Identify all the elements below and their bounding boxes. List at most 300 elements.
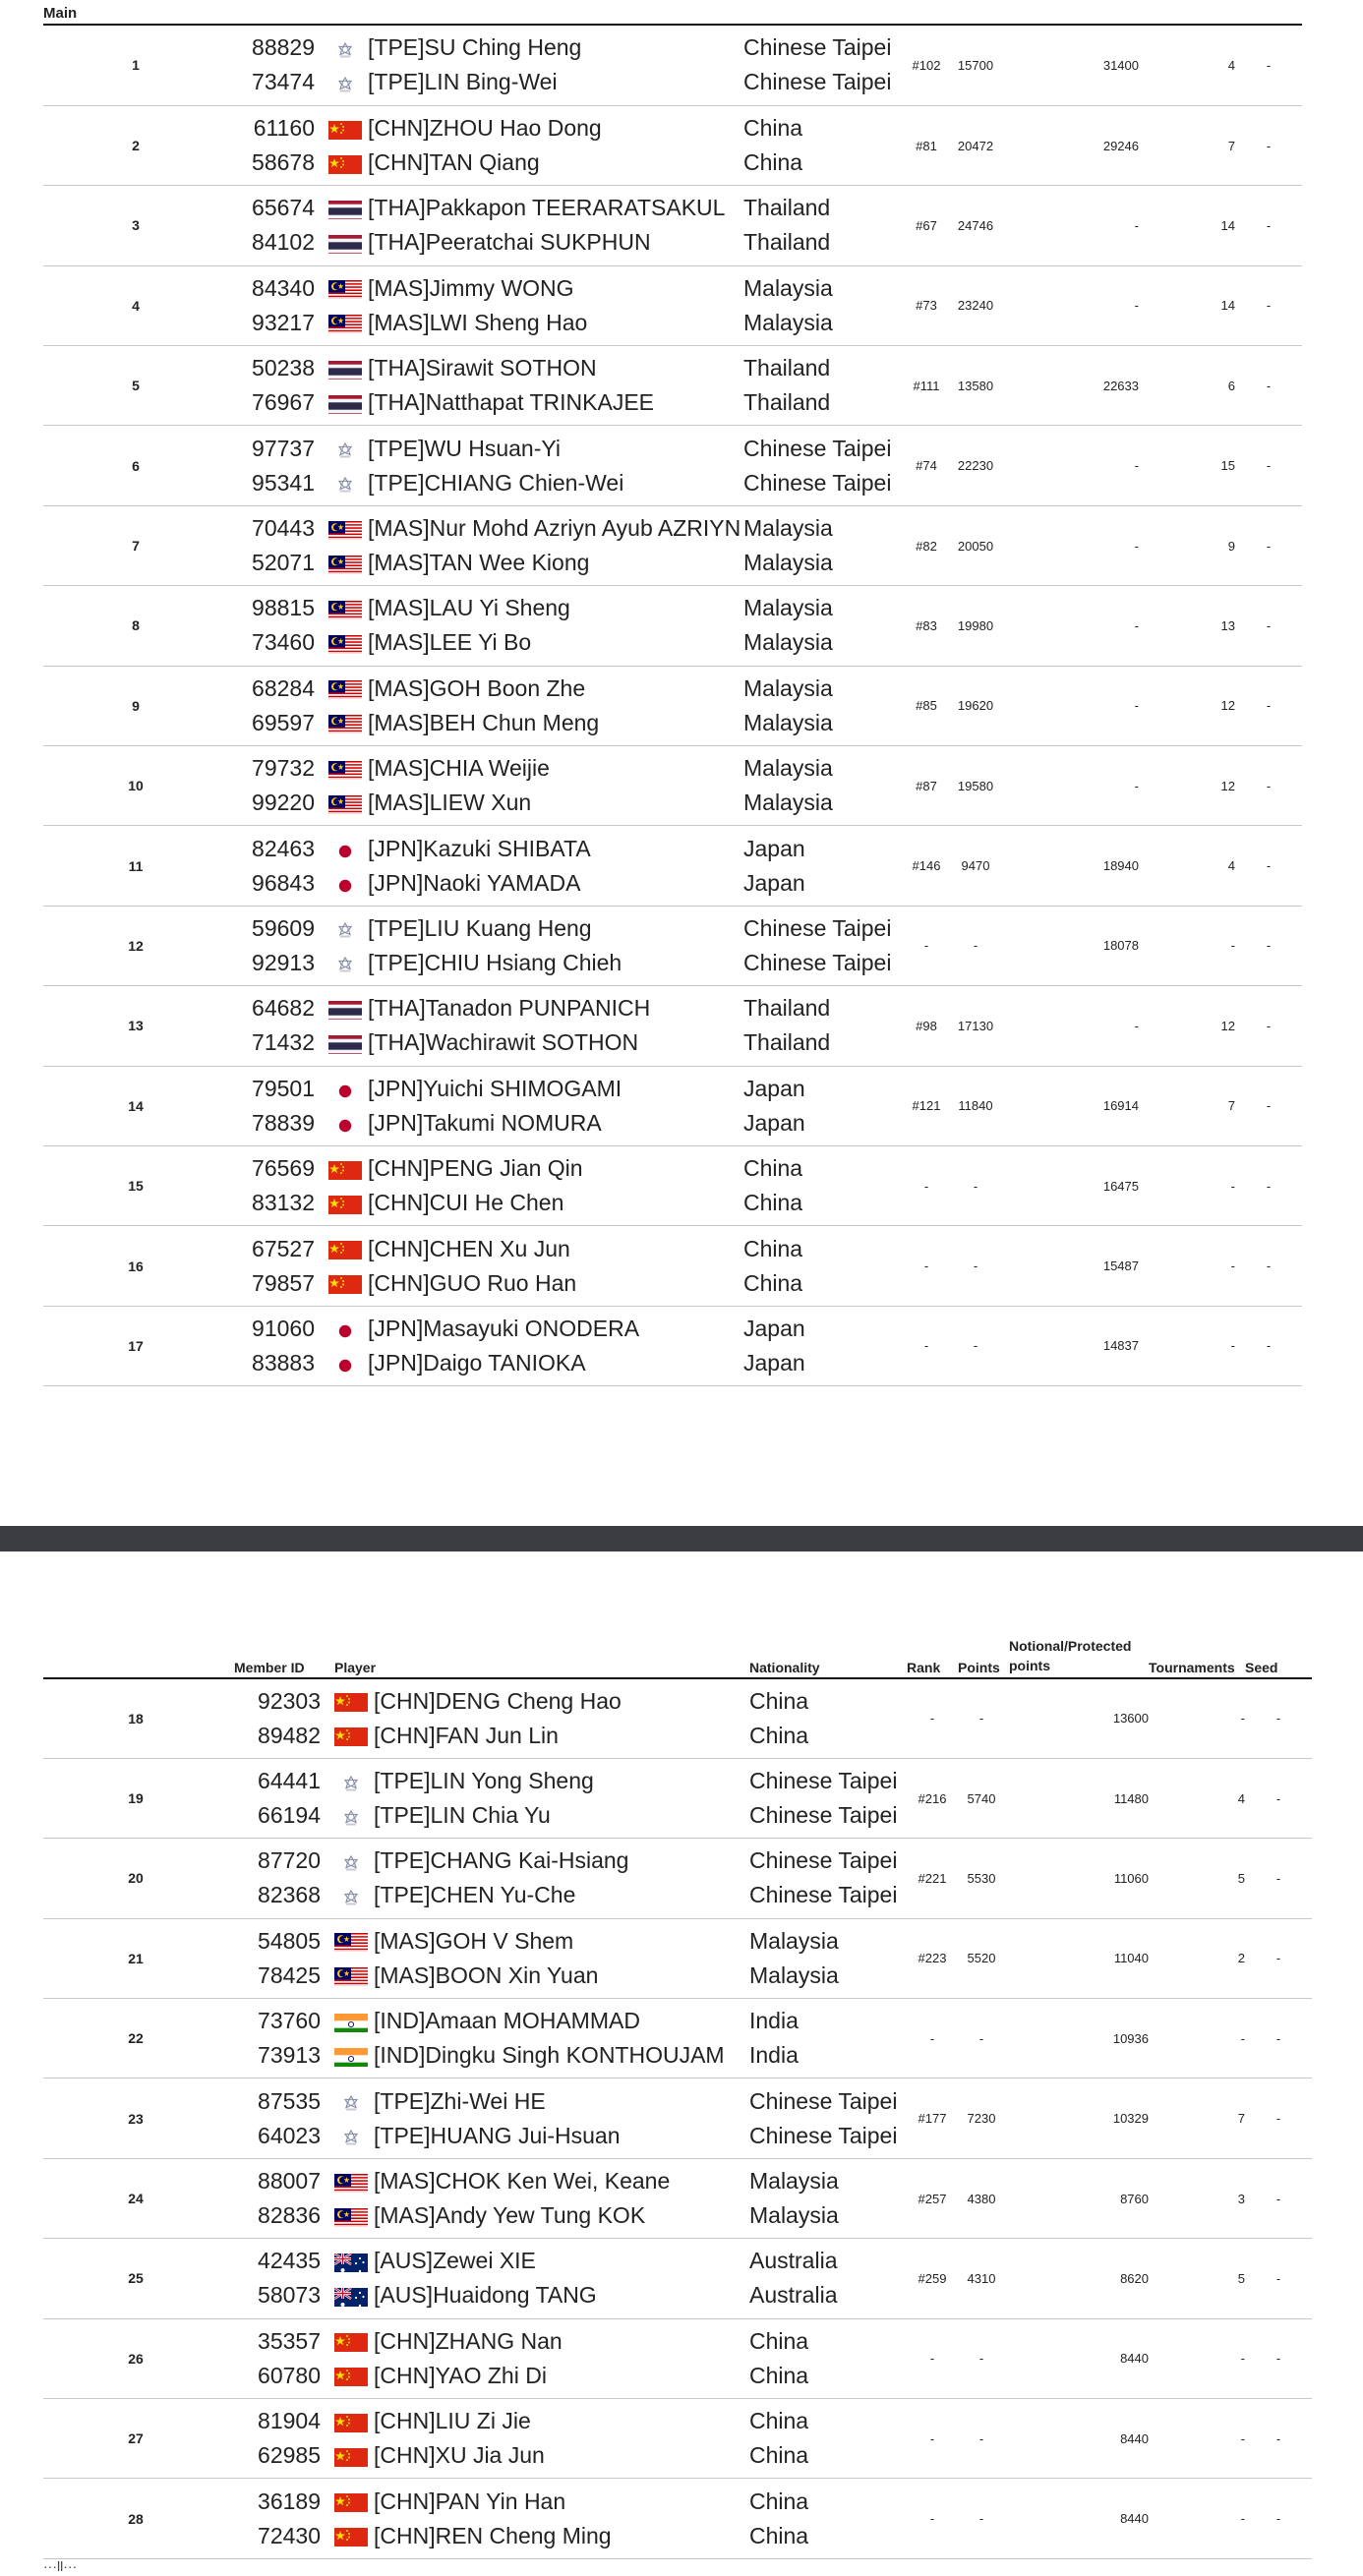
jpn-flag-icon (328, 1317, 362, 1339)
points: 5530 (967, 1870, 996, 1886)
seed: - (1275, 2430, 1281, 2446)
entry-number: 5 (132, 378, 140, 394)
chn-flag-icon (334, 2525, 368, 2547)
spacer-cell (315, 1306, 328, 1385)
player-name-link[interactable]: [JPN]Daigo TANIOKA (368, 1349, 586, 1376)
player-name-link[interactable]: [TPE]CHIANG Chien-Wei (368, 469, 624, 496)
player-name-link[interactable]: [IND]Dingku Singh KONTHOUJAM (374, 2042, 725, 2069)
player-line (328, 911, 743, 946)
player-name-link[interactable]: [MAS]Jimmy WONG (368, 274, 574, 301)
points: 15700 (957, 57, 994, 73)
member-id-cell (228, 2239, 321, 2318)
player-line (334, 2278, 749, 2313)
mas-flag-icon (334, 1930, 368, 1952)
player-name-link[interactable]: [MAS]CHOK Ken Wei, Keane (374, 2168, 671, 2195)
nationality: Japan (743, 1349, 805, 1376)
seed: - (1266, 617, 1272, 633)
table-row (43, 265, 1302, 345)
player-name-link[interactable]: [MAS]LEE Yi Bo (368, 629, 532, 656)
player-name-link[interactable]: [MAS]CHIA Weijie (368, 755, 550, 782)
member-id: 73474 (252, 69, 315, 95)
member-id-cell (228, 1758, 321, 1838)
nationality: Malaysia (749, 1961, 839, 1988)
tpe-flag-icon (334, 1805, 368, 1827)
entry-number: 22 (128, 2030, 144, 2047)
nationality: Malaysia (743, 755, 833, 782)
nationality-cell (749, 2318, 907, 2398)
player-name-link[interactable]: [CHN]REN Cheng Ming (374, 2522, 612, 2548)
tournaments-count: - (1230, 1259, 1235, 1274)
player-name-link[interactable]: [CHN]PENG Jian Qin (368, 1155, 583, 1182)
member-id: 54805 (258, 1927, 321, 1954)
member-id: 84102 (252, 229, 315, 256)
seed: - (1266, 698, 1272, 714)
notional-points: 18078 (1102, 938, 1139, 954)
player-line (334, 2084, 749, 2119)
rank: - (923, 1338, 929, 1354)
table-row (43, 1066, 1302, 1145)
chn-flag-icon (328, 118, 362, 140)
rank: - (929, 2511, 935, 2527)
rank: #81 (916, 138, 937, 153)
entry-number: 28 (128, 2510, 144, 2527)
member-id: 87720 (258, 1847, 321, 1874)
player-line (334, 2038, 749, 2073)
points: - (978, 1711, 984, 1727)
entries-table-top (43, 26, 1302, 1386)
nationality: China (743, 115, 803, 142)
entry-number: 10 (128, 778, 144, 794)
member-id: 88829 (252, 34, 315, 61)
tournaments-count: 5 (1237, 2270, 1245, 2286)
player-name-link[interactable]: [CHN]ZHANG Nan (374, 2327, 563, 2354)
nationality-cell (743, 746, 901, 826)
player-cell (334, 1839, 749, 1918)
notional-points: 8760 (1120, 2191, 1149, 2206)
player-line (328, 1346, 743, 1380)
player-line (328, 832, 743, 866)
player-name-link[interactable]: [TPE]LIN Chia Yu (374, 1802, 551, 1829)
points: - (978, 2030, 984, 2046)
player-name-link[interactable]: [THA]Wachirawit SOTHON (368, 1029, 639, 1056)
member-id: 83883 (252, 1349, 315, 1376)
member-id-cell (228, 1306, 315, 1385)
member-id: 78839 (252, 1109, 315, 1136)
entry-number: 4 (132, 297, 140, 314)
spacer-cell (315, 505, 328, 585)
entry-number: 13 (128, 1018, 144, 1034)
nationality: Australia (749, 2282, 838, 2309)
player-name-link[interactable]: [CHN]XU Jia Jun (374, 2442, 545, 2469)
mas-flag-icon (328, 632, 362, 654)
member-id-cell (228, 2399, 321, 2479)
entry-number: 19 (128, 1790, 144, 1807)
member-id: 76967 (252, 389, 315, 416)
player-name-link[interactable]: [THA]Tanadon PUNPANICH (368, 995, 651, 1022)
player-name-link[interactable]: [TPE]LIN Bing-Wei (368, 69, 558, 95)
points: - (978, 2430, 984, 2446)
table-row (43, 1999, 1312, 2078)
table-row (43, 746, 1302, 826)
header-rank: Rank (907, 1636, 958, 1678)
member-id: 79857 (252, 1269, 315, 1296)
player-name-link[interactable]: [JPN]Masayuki ONODERA (368, 1315, 640, 1341)
player-name-link[interactable]: [THA]Sirawit SOTHON (368, 355, 597, 381)
points: 19620 (957, 698, 994, 714)
table-row (43, 2399, 1312, 2479)
points: - (973, 1338, 978, 1354)
nationality: Malaysia (743, 595, 833, 621)
seed: - (1275, 1951, 1281, 1966)
entry-number: 1 (132, 57, 140, 74)
player-name-link[interactable]: [CHN]CUI He Chen (368, 1190, 564, 1216)
nationality: China (749, 2362, 809, 2388)
table-row (43, 666, 1302, 745)
player-line (334, 1959, 749, 1993)
player-name-link[interactable]: [JPN]Takumi NOMURA (368, 1109, 602, 1136)
player-line (328, 1106, 743, 1141)
player-line (334, 1684, 749, 1719)
nationality-cell (743, 1306, 901, 1385)
nationality-cell (749, 2479, 907, 2558)
spacer-cell (315, 346, 328, 426)
nationality: Japan (743, 869, 805, 896)
seed: - (1266, 1098, 1272, 1114)
points: - (978, 2511, 984, 2527)
nationality-cell (743, 346, 901, 426)
table-row (43, 2318, 1312, 2398)
section-label: Main (43, 2, 1302, 26)
tpe-flag-icon (334, 2125, 368, 2146)
player-line (328, 786, 743, 820)
player-line (334, 1878, 749, 1912)
player-cell (334, 1999, 749, 2078)
tournaments-count: - (1240, 2030, 1245, 2046)
player-name-link[interactable]: [MAS]GOH Boon Zhe (368, 674, 586, 701)
member-id: 61160 (253, 115, 315, 142)
notional-points: - (1134, 778, 1139, 793)
player-name-link[interactable]: [CHN]ZHOU Hao Dong (368, 115, 602, 142)
tournaments-count: 2 (1237, 1951, 1245, 1966)
nationality: Japan (743, 835, 805, 861)
nationality-cell (743, 906, 901, 985)
spacer-cell (321, 1758, 334, 1838)
player-line (328, 385, 743, 420)
player-name-link[interactable]: [CHN]YAO Zhi Di (374, 2362, 547, 2388)
nationality: China (749, 2442, 809, 2469)
nationality-cell (749, 1918, 907, 1998)
player-name-link[interactable]: [MAS]GOH V Shem (374, 1927, 574, 1954)
points: 23240 (957, 298, 994, 314)
member-id: 60780 (258, 2362, 321, 2388)
player-cell (334, 2158, 749, 2238)
player-name-link[interactable]: [JPN]Naoki YAMADA (368, 869, 581, 896)
nationality-cell (749, 2239, 907, 2318)
member-id: 68284 (252, 674, 315, 701)
player-name-link[interactable]: [CHN]FAN Jun Lin (374, 1722, 559, 1748)
member-id-cell (228, 1226, 315, 1306)
player-name-link[interactable]: [MAS]LAU Yi Sheng (368, 595, 570, 621)
player-name-link[interactable]: [TPE]HUANG Jui-Hsuan (374, 2122, 621, 2148)
spacer-cell (315, 1066, 328, 1145)
rank: - (923, 1259, 929, 1274)
player-line (334, 1924, 749, 1959)
notional-points: 18940 (1102, 858, 1139, 874)
member-id: 66194 (258, 1802, 321, 1829)
player-cell (328, 1226, 743, 1306)
player-line (334, 2119, 749, 2153)
spacer-cell (321, 2158, 334, 2238)
player-line (334, 2004, 749, 2038)
spacer-cell (321, 1999, 334, 2078)
notional-points: - (1134, 1018, 1139, 1033)
nationality: Malaysia (749, 2168, 839, 2195)
notional-points: - (1134, 698, 1139, 714)
nationality: Thailand (743, 355, 831, 381)
rank: #82 (916, 538, 937, 554)
player-line (328, 65, 743, 99)
player-name-link[interactable]: [TPE]CHEN Yu-Che (374, 1882, 576, 1908)
member-id-cell (228, 2158, 321, 2238)
player-name-link[interactable]: [TPE]CHIU Hsiang Chieh (368, 949, 622, 975)
header-tournaments: Tournaments (1149, 1636, 1245, 1678)
tournaments-count: 12 (1220, 1018, 1235, 1033)
mas-flag-icon (328, 758, 362, 780)
rank: - (929, 1711, 935, 1727)
seed: - (1266, 1259, 1272, 1274)
player-name-link[interactable]: [TPE]CHANG Kai-Hsiang (374, 1847, 629, 1874)
nationality: Chinese Taipei (743, 34, 892, 61)
player-line (334, 1764, 749, 1798)
notional-points: 8440 (1120, 2430, 1149, 2446)
member-id: 50238 (252, 355, 315, 381)
player-line (334, 2438, 749, 2473)
member-id: 93217 (252, 309, 315, 335)
entry-number: 27 (128, 2430, 144, 2447)
nationality: Chinese Taipei (743, 435, 892, 461)
player-name-link[interactable]: [MAS]Nur Mohd Azriyn Ayub AZRIYN (368, 515, 741, 542)
table-row (43, 1918, 1312, 1998)
chn-flag-icon (334, 2330, 368, 2352)
player-cell (328, 986, 743, 1066)
nationality: Thailand (743, 389, 831, 416)
nationality: Chinese Taipei (743, 914, 892, 941)
player-line (328, 946, 743, 980)
player-name-link[interactable]: [TPE]WU Hsuan-Yi (368, 435, 561, 461)
player-name-link[interactable]: [MAS]LWI Sheng Hao (368, 309, 588, 335)
player-name-link[interactable]: [AUS]Huaidong TANG (374, 2282, 597, 2309)
entry-number: 26 (128, 2350, 144, 2367)
nationality-cell (743, 1226, 901, 1306)
player-name-link[interactable]: [THA]Peeratchai SUKPHUN (368, 229, 651, 256)
nationality: Chinese Taipei (743, 469, 892, 496)
member-id-cell (228, 1145, 315, 1225)
table-row (43, 1226, 1302, 1306)
chn-flag-icon (328, 1158, 362, 1180)
table-row (43, 2158, 1312, 2238)
tha-flag-icon (328, 392, 362, 414)
member-id: 72430 (258, 2522, 321, 2548)
tournaments-count: - (1240, 1711, 1245, 1727)
player-line (328, 1312, 743, 1346)
member-id: 35357 (258, 2327, 321, 2354)
player-cell (334, 2399, 749, 2479)
player-line (328, 1025, 743, 1060)
player-name-link[interactable]: [JPN]Kazuki SHIBATA (368, 835, 591, 861)
spacer-cell (321, 2479, 334, 2558)
spacer-cell (315, 426, 328, 505)
entry-number: 14 (128, 1097, 144, 1114)
player-line (328, 271, 743, 306)
entry-number: 23 (128, 2110, 144, 2127)
player-name-link[interactable]: [TPE]Zhi-Wei HE (374, 2087, 546, 2114)
nationality-cell (743, 1066, 901, 1145)
member-id: 92913 (252, 949, 315, 975)
nationality-cell (749, 2078, 907, 2158)
player-name-link[interactable]: [THA]Pakkapon TEERARATSAKUL (368, 195, 726, 221)
table-row (43, 1145, 1302, 1225)
member-id: 79501 (252, 1075, 315, 1101)
nationality: China (749, 2488, 809, 2514)
table-header-row (43, 1636, 1312, 1678)
player-line (334, 2359, 749, 2393)
mas-flag-icon (328, 277, 362, 299)
rank: - (929, 2430, 935, 2446)
entry-number: 24 (128, 2191, 144, 2207)
nationality: China (749, 1722, 809, 1748)
player-name-link[interactable]: [TPE]LIN Yong Sheng (374, 1768, 594, 1794)
player-cell (328, 105, 743, 185)
player-cell (328, 426, 743, 505)
points: 7230 (967, 2111, 996, 2127)
nationality-cell (749, 1999, 907, 2078)
tournaments-count: 9 (1227, 538, 1235, 554)
rank: #257 (918, 2191, 947, 2206)
seed: - (1266, 1178, 1272, 1194)
jpn-flag-icon (328, 1352, 362, 1374)
nationality: Thailand (743, 195, 831, 221)
mas-flag-icon (334, 1964, 368, 1986)
member-id: 99220 (252, 790, 315, 816)
nationality-cell (749, 2158, 907, 2238)
member-id: 84340 (252, 274, 315, 301)
tournaments-count: 14 (1220, 217, 1235, 233)
player-cell (328, 505, 743, 585)
notional-points: 31400 (1102, 57, 1139, 73)
player-cell (328, 265, 743, 345)
player-cell (328, 1145, 743, 1225)
nationality-cell (743, 265, 901, 345)
main-section-continued (43, 1636, 1302, 2559)
player-name-link[interactable]: [AUS]Zewei XIE (374, 2248, 536, 2274)
header-gap (321, 1636, 334, 1678)
player-line (328, 1266, 743, 1301)
header-seed: Seed (1245, 1636, 1312, 1678)
rank: #177 (918, 2111, 947, 2127)
player-name-link[interactable]: [MAS]LIEW Xun (368, 790, 532, 816)
points: 13580 (957, 378, 994, 393)
player-name-link[interactable]: [THA]Natthapat TRINKAJEE (368, 389, 655, 416)
seed: - (1266, 778, 1272, 793)
player-name-link[interactable]: [MAS]BOON Xin Yuan (374, 1961, 599, 1988)
player-line (328, 866, 743, 901)
notional-points: 15487 (1102, 1259, 1139, 1274)
entries-table-bottom (43, 1636, 1312, 2559)
member-id: 58678 (252, 149, 315, 176)
nationality: Japan (743, 1109, 805, 1136)
rank: #223 (918, 1951, 947, 1966)
entry-number: 7 (132, 538, 140, 555)
seed: - (1266, 538, 1272, 554)
table-row (43, 826, 1302, 906)
player-name-link[interactable]: [MAS]Andy Yew Tung KOK (374, 2202, 646, 2229)
player-line (334, 1798, 749, 1833)
player-cell (334, 2479, 749, 2558)
tournaments-count: 4 (1237, 1790, 1245, 1806)
rank: #87 (916, 778, 937, 793)
spacer-cell (321, 1678, 334, 1758)
mas-flag-icon (334, 2205, 368, 2227)
table-row (43, 505, 1302, 585)
notional-points: 14837 (1102, 1338, 1139, 1354)
member-id: 59609 (252, 914, 315, 941)
member-id: 97737 (252, 435, 315, 461)
footer-partial-text: ···ll··· (43, 2558, 78, 2574)
player-name-link[interactable]: [CHN]PAN Yin Han (374, 2488, 566, 2514)
entry-number: 21 (128, 1950, 144, 1966)
player-line (328, 111, 743, 146)
spacer-cell (321, 2318, 334, 2398)
mas-flag-icon (328, 598, 362, 619)
player-name-link[interactable]: [CHN]LIU Zi Jie (374, 2408, 531, 2434)
player-line (334, 2404, 749, 2438)
player-name-link[interactable]: [CHN]GUO Ruo Han (368, 1269, 577, 1296)
player-name-link[interactable]: [TPE]LIU Kuang Heng (368, 914, 592, 941)
tha-flag-icon (328, 998, 362, 1020)
nationality: China (749, 2522, 809, 2548)
player-name-link[interactable]: [TPE]SU Ching Heng (368, 34, 582, 61)
member-id-cell (228, 986, 315, 1066)
member-id: 95341 (252, 469, 315, 496)
member-id: 70443 (252, 515, 315, 542)
notional-points: - (1134, 217, 1139, 233)
member-id: 73913 (258, 2042, 321, 2069)
nationality-cell (749, 1839, 907, 1918)
player-name-link[interactable]: [JPN]Yuichi SHIMOGAMI (368, 1075, 622, 1101)
player-name-link[interactable]: [MAS]BEH Chun Meng (368, 709, 600, 735)
notional-points: - (1134, 538, 1139, 554)
nationality: Thailand (743, 1029, 831, 1056)
player-line (334, 2485, 749, 2519)
seed: - (1275, 2351, 1281, 2367)
member-id: 82463 (252, 835, 315, 861)
seed: - (1266, 458, 1272, 474)
jpn-flag-icon (328, 838, 362, 859)
nationality: Malaysia (743, 550, 833, 576)
member-id-cell (228, 906, 315, 985)
player-name-link[interactable]: [CHN]CHEN Xu Jun (368, 1235, 570, 1261)
tpe-flag-icon (328, 917, 362, 939)
ind-flag-icon (334, 2045, 368, 2067)
player-name-link[interactable]: [IND]Amaan MOHAMMAD (374, 2008, 640, 2034)
chn-flag-icon (334, 2365, 368, 2386)
notional-points: 11480 (1113, 1790, 1149, 1806)
entry-number: 18 (128, 1710, 144, 1727)
player-name-link[interactable]: [CHN]TAN Qiang (368, 149, 540, 176)
player-name-link[interactable]: [MAS]TAN Wee Kiong (368, 550, 590, 576)
player-name-link[interactable]: [CHN]DENG Cheng Hao (374, 1687, 622, 1714)
spacer-cell (315, 906, 328, 985)
